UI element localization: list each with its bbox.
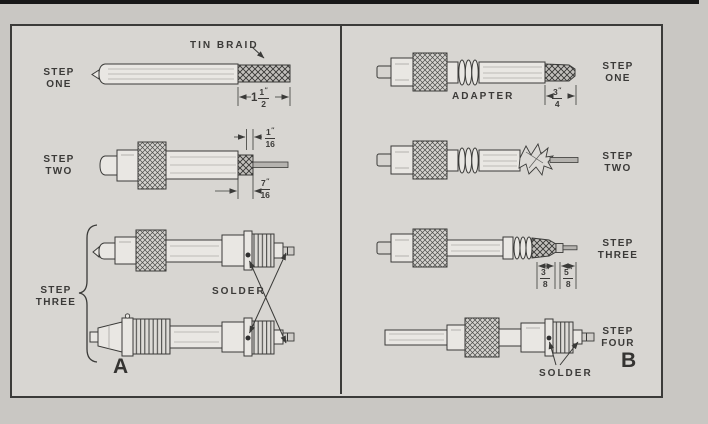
- b-step-four-label: STEP FOUR: [601, 326, 635, 349]
- dimension-b-strip-length: 3 ″ 4: [553, 87, 562, 109]
- dimension-a-strip-length: 1 1 ″ 2: [251, 87, 268, 109]
- b-step-three-label: STEP THREE: [597, 238, 639, 261]
- a-step3-connector-top-drawing: [93, 230, 294, 271]
- b-step2-connector-drawing: [377, 141, 578, 179]
- b-solder-label: SOLDER: [539, 368, 593, 379]
- a-step-one-label: STEP ONE: [43, 67, 75, 90]
- adapter-label: ADAPTER: [452, 91, 515, 102]
- b-step-two-label: STEP TWO: [602, 151, 634, 174]
- dimension-a-tip-length: 1 ″ 16: [265, 127, 275, 149]
- a-step3-connector-bottom-drawing: [90, 314, 294, 356]
- dimension-b-tip-length: 5 ″ 8: [564, 267, 573, 289]
- tin-braid-label: TIN BRAID: [190, 40, 259, 51]
- panel-a-corner-label: A: [113, 355, 129, 378]
- b-step4-connector-drawing: [385, 318, 594, 357]
- a-step1-cable-drawing: [92, 47, 290, 84]
- dimension-a-braid-length: 7 ″ 16: [260, 178, 270, 200]
- a-step-two-label: STEP TWO: [43, 154, 75, 177]
- panel-b-corner-label: B: [621, 349, 637, 372]
- b-step-one-label: STEP ONE: [602, 61, 634, 84]
- b-step3-connector-drawing: [377, 229, 577, 267]
- a-step-three-label: STEP THREE: [35, 285, 77, 308]
- dimension-b-fold-length: 3 ″ 8: [541, 267, 550, 289]
- a-solder-label: SOLDER: [212, 286, 266, 297]
